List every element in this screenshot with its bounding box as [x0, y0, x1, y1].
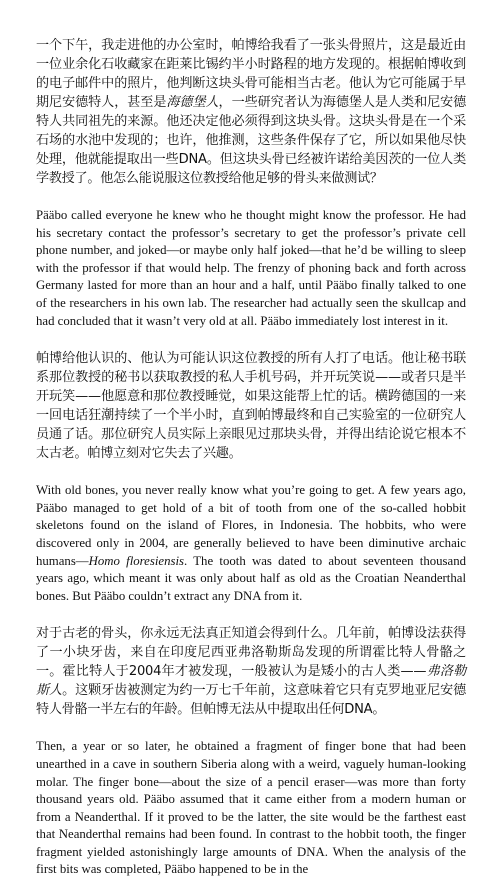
text-run: Pääbo called everyone he knew who he thought might know the professor. He had his secretary contact the professor’s secretary to get the professor’s private cell phone number, and joked—or maybe only half joked—that he’d be willing to sleep with the professor if that would help. The frenzy of phoning back and forth across Germany lasted for more than an hour and a half, until Pääbo finally talked to one of the researchers in his own lab. The researcher had actually seen the skullcap and had concluded that it wasn’t very old at all. Pääbo immediately lost interest in it.: [36, 208, 466, 328]
italic-term: Homo floresiensis: [88, 553, 184, 568]
paragraph-en-1: [36, 207, 466, 330]
paragraph-zh-3: [36, 624, 466, 719]
paragraph-en-3: [36, 738, 466, 879]
paragraph-en-2: [36, 482, 466, 605]
text-run: ，一些研究者认为海德堡人是人类和尼安德特人共同祖先的来源。他还决定他必须得到这块头骨。这块头骨是在一个采石场的水池中发现的；也许，他推测，这些条件保存了它，所以如果他尽快处理，他就能提取出一些DNA。但这块头骨已经被许诺给美因茨的一位人类学教授了。他怎么能说服这位教授给他足够的骨头来做测试？: [36, 95, 467, 186]
text-run: Then, a year or so later, he obtained a fragment of finger bone that had been unearthed in a cave in southern Siberia along with a weird, vaguely human-looking molar. The finger bone—about the size of a pencil eraser—was more than forty thousand years old. Pääbo assumed that it came either from a modern human or from a Neanderthal. If it proved to be the latter, the site would be the farthest east that Neanderthal remains had been found. In contrast to the hobbit tooth, the finger fragment yielded astonishingly large amounts of DNA. When the analysis of the first bits was completed, Pääbo happened to be in the: [36, 739, 466, 877]
text-run: 对于古老的骨头，你永远无法真正知道会得到什么。几年前，帕博设法获得了一小块牙齿，来自在印度尼西亚弗洛勒斯岛发现的所谓霍比特人骨骼之一。霍比特人于2004年才被发现，一般被认为是矮小的古人类——: [36, 626, 466, 680]
text-run: . The tooth was dated to about seventeen thousand years ago, which meant it was only about half as old as the Croatian Neanderthal bones. But Pääbo couldn’t extract any DNA from it.: [36, 553, 467, 603]
document-page: [36, 36, 466, 879]
paragraph-zh-1: [36, 36, 466, 188]
text-run: With old bones, you never really know what you’re going to get. A few years ago, Pääbo managed to get hold of a bit of tooth from one of the so-called hobbit skeletons found on the island of Flores, in Indonesia. The hobbits, who were discovered only in 2004, are generally believed to have been diminutive archaic humans—: [36, 483, 466, 568]
italic-term: 弗洛勒斯人: [36, 664, 466, 699]
paragraph-zh-2: [36, 349, 466, 463]
text-run: 一个下午，我走进他的办公室时，帕博给我看了一张头骨照片，这是最近由一位业余化石收藏家在距莱比锡约半小时路程的地方发现的。根据帕博收到的电子邮件中的照片，他判断这块头骨可能相当古老。他认为它可能属于早期尼安德特人，甚至是: [36, 38, 466, 110]
text-run: 。这颗牙齿被测定为约一万七千年前，这意味着它只有克罗地亚尼安德特人骨骼一半左右的年龄。但帕博无法从中提取出任何DNA。: [36, 683, 467, 718]
text-run: 帕博给他认识的、他认为可能认识这位教授的所有人打了电话。他让秘书联系那位教授的秘书以获取教授的私人手机号码，并开玩笑说——或者只是半开玩笑——他愿意和那位教授睡觉，如果这能帮上忙的话。横跨德国的一来一回电话狂潮持续了一个半小时，直到帕博最终和自己实验室的一位研究人员通了话。那位研究人员实际上亲眼见过那块头骨，并得出结论说它根本不太古老。帕博立刻对它失去了兴趣。: [36, 351, 466, 462]
italic-term: 海德堡人: [166, 95, 219, 110]
